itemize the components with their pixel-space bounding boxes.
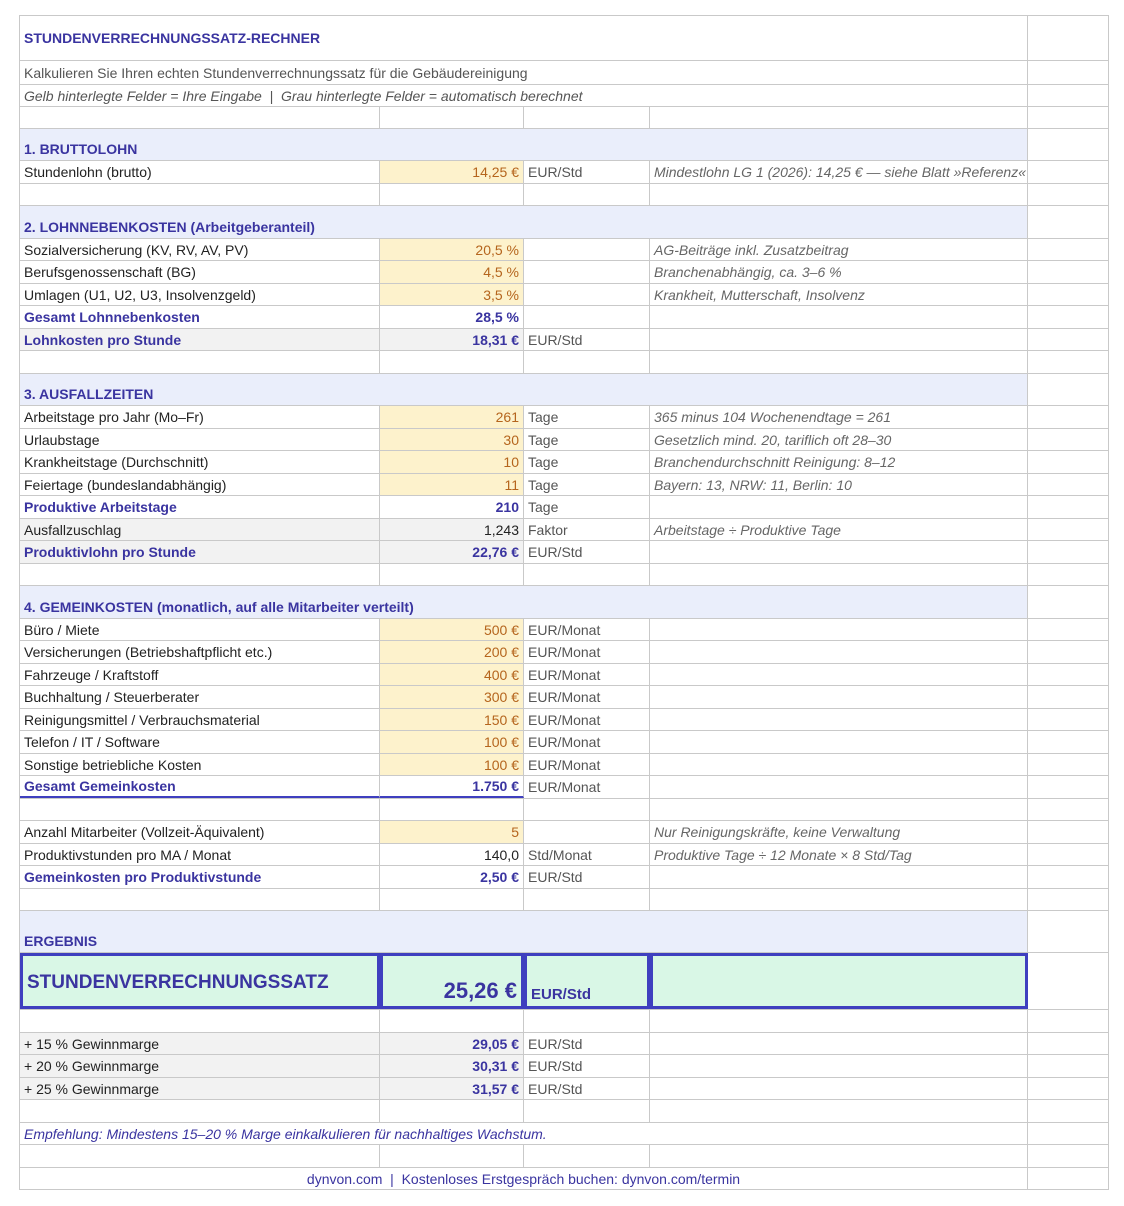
row-overhead-item xyxy=(20,754,1109,776)
row-label: Buchhaltung / Steuerberater xyxy=(20,686,380,708)
recommendation-row xyxy=(20,1123,1109,1145)
row-berufsgenossenschaft xyxy=(20,261,1109,284)
row-label: Berufsgenossenschaft (BG) xyxy=(20,261,380,283)
row-ausfallzuschlag xyxy=(20,519,1109,541)
unit-label: EUR/Std xyxy=(524,541,650,563)
unit-label: EUR/Std xyxy=(524,866,650,888)
unit-label: EUR/Monat xyxy=(524,641,650,663)
section-header-bruttolohn xyxy=(20,129,1109,161)
row-label: Versicherungen (Betriebshaftpflicht etc.) xyxy=(20,641,380,663)
unit-label: EUR/Monat xyxy=(524,686,650,708)
note: Branchendurchschnitt Reinigung: 8–12 xyxy=(650,451,1028,473)
note: Bayern: 13, NRW: 11, Berlin: 10 xyxy=(650,474,1028,495)
empty-row xyxy=(20,1145,1109,1168)
row-arbeitstage xyxy=(20,406,1109,429)
unit-label: EUR/Std xyxy=(524,1078,650,1099)
row-gemeinkosten-pro-stunde xyxy=(20,866,1109,889)
row-label: Büro / Miete xyxy=(20,619,380,640)
row-overhead-item xyxy=(20,619,1109,641)
row-overhead-item xyxy=(20,641,1109,664)
empty-row xyxy=(20,1100,1109,1123)
row-krankheitstage xyxy=(20,451,1109,474)
empty-row xyxy=(20,799,1109,821)
row-label: + 15 % Gewinnmarge xyxy=(20,1033,380,1054)
section-header-ausfallzeiten xyxy=(20,374,1109,406)
row-overhead-item xyxy=(20,709,1109,731)
result-row xyxy=(20,953,1109,1010)
section-header-gemeinkosten xyxy=(20,586,1109,619)
unit-label: Tage xyxy=(524,429,650,450)
result-label: STUNDENVERRECHNUNGSSATZ xyxy=(20,953,380,1009)
berufsgenossenschaft-input[interactable]: 4,5 % xyxy=(380,261,524,283)
row-label: Lohnkosten pro Stunde xyxy=(20,329,380,350)
unit-label: EUR/Std xyxy=(524,1033,650,1054)
note: Gesetzlich mind. 20, tariflich oft 28–30 xyxy=(650,429,1028,450)
umlagen-input[interactable]: 3,5 % xyxy=(380,284,524,305)
calculated-value: 2,50 € xyxy=(380,866,524,888)
row-label: Gemeinkosten pro Produktivstunde xyxy=(20,866,380,888)
unit-label: Tage xyxy=(524,496,650,518)
note: AG-Beiträge inkl. Zusatzbeitrag xyxy=(650,239,1028,260)
calculated-value: 1.750 € xyxy=(380,776,524,798)
note: Arbeitstage ÷ Produktive Tage xyxy=(650,519,1028,540)
note: Nur Reinigungskräfte, keine Verwaltung xyxy=(650,821,1028,843)
unit-label: EUR/Std xyxy=(524,1055,650,1077)
subtitle-row xyxy=(20,61,1109,85)
row-feiertage xyxy=(20,474,1109,496)
unit-label: Std/Monat xyxy=(524,844,650,865)
row-margin-25 xyxy=(20,1078,1109,1100)
empty-row xyxy=(20,564,1109,586)
arbeitstage-input[interactable]: 261 xyxy=(380,406,524,428)
unit-label: EUR/Std xyxy=(524,161,650,183)
unit-label: EUR/Monat xyxy=(524,619,650,640)
row-label: Ausfallzuschlag xyxy=(20,519,380,540)
row-label: Gesamt Lohnnebenkosten xyxy=(20,306,380,328)
urlaubstage-input[interactable]: 30 xyxy=(380,429,524,450)
section-title: 3. AUSFALLZEITEN xyxy=(20,374,1028,405)
unit-label: EUR/Std xyxy=(524,329,650,350)
unit-label: EUR/Monat xyxy=(524,754,650,775)
row-overhead-item xyxy=(20,664,1109,686)
result-value: 25,26 € xyxy=(380,953,524,1009)
empty-row xyxy=(20,889,1109,911)
calculated-value: 22,76 € xyxy=(380,541,524,563)
row-produktivstunden xyxy=(20,844,1109,866)
subtitle: Kalkulieren Sie Ihren echten Stundenverrechnungssatz für die Gebäudereinigung xyxy=(20,61,1028,84)
footer-row xyxy=(20,1168,1109,1190)
calculated-value: 210 xyxy=(380,496,524,518)
title-row xyxy=(20,16,1109,61)
unit-label: Faktor xyxy=(524,519,650,540)
overhead-input[interactable]: 400 € xyxy=(380,664,524,685)
recommendation-text: Empfehlung: Mindestens 15–20 % Marge einkalkulieren für nachhaltiges Wachstum. xyxy=(20,1123,1028,1144)
row-label: Umlagen (U1, U2, U3, Insolvenzgeld) xyxy=(20,284,380,305)
row-anzahl-mitarbeiter xyxy=(20,821,1109,844)
row-label: Produktive Arbeitstage xyxy=(20,496,380,518)
footer-links[interactable]: dynvon.com | Kostenloses Erstgespräch buchen: dynvon.com/termin xyxy=(20,1168,1028,1189)
row-label: Feiertage (bundeslandabhängig) xyxy=(20,474,380,495)
section-title: ERGEBNIS xyxy=(20,911,1028,952)
row-gesamt-gemeinkosten xyxy=(20,776,1109,799)
section-title: 2. LOHNNEBENKOSTEN (Arbeitgeberanteil) xyxy=(20,206,1028,238)
calculated-value: 18,31 € xyxy=(380,329,524,350)
note: Mindestlohn LG 1 (2026): 14,25 € — siehe Blatt »Referenz« xyxy=(650,161,1028,183)
section-header-ergebnis xyxy=(20,911,1109,953)
row-lohnkosten-pro-stunde xyxy=(20,329,1109,351)
calculated-value: 28,5 % xyxy=(380,306,524,328)
stundenlohn-input[interactable]: 14,25 € xyxy=(380,161,524,183)
overhead-input[interactable]: 100 € xyxy=(380,754,524,775)
row-label: Fahrzeuge / Kraftstoff xyxy=(20,664,380,685)
sozialversicherung-input[interactable]: 20,5 % xyxy=(380,239,524,260)
row-label: Telefon / IT / Software xyxy=(20,731,380,753)
row-label: Produktivlohn pro Stunde xyxy=(20,541,380,563)
empty-row xyxy=(20,351,1109,374)
overhead-input[interactable]: 300 € xyxy=(380,686,524,708)
unit-label: EUR/Monat xyxy=(524,776,650,798)
overhead-input[interactable]: 500 € xyxy=(380,619,524,640)
row-overhead-item xyxy=(20,686,1109,709)
calculated-value: 30,31 € xyxy=(380,1055,524,1077)
row-label: Sozialversicherung (KV, RV, AV, PV) xyxy=(20,239,380,260)
row-overhead-item xyxy=(20,731,1109,754)
unit-label: EUR/Monat xyxy=(524,664,650,685)
calculated-value: 31,57 € xyxy=(380,1078,524,1099)
row-stundenlohn xyxy=(20,161,1109,184)
empty-row xyxy=(20,184,1109,206)
legend-row xyxy=(20,85,1109,107)
unit-label: EUR/Monat xyxy=(524,731,650,753)
page-title: STUNDENVERRECHNUNGSSATZ-RECHNER xyxy=(20,16,1028,60)
row-margin-20 xyxy=(20,1055,1109,1078)
mitarbeiter-input[interactable]: 5 xyxy=(380,821,524,843)
row-label: Krankheitstage (Durchschnitt) xyxy=(20,451,380,473)
calculated-value: 1,243 xyxy=(380,519,524,540)
note: Krankheit, Mutterschaft, Insolvenz xyxy=(650,284,1028,305)
calculated-value: 140,0 xyxy=(380,844,524,865)
row-margin-15 xyxy=(20,1033,1109,1055)
section-header-lohnnebenkosten xyxy=(20,206,1109,239)
row-gesamt-lohnnebenkosten xyxy=(20,306,1109,329)
unit-label: Tage xyxy=(524,406,650,428)
row-label: Urlaubstage xyxy=(20,429,380,450)
row-label: + 25 % Gewinnmarge xyxy=(20,1078,380,1099)
result-unit: EUR/Std xyxy=(524,953,650,1009)
note: 365 minus 104 Wochenendtage = 261 xyxy=(650,406,1028,428)
note: Branchenabhängig, ca. 3–6 % xyxy=(650,261,1028,283)
section-title: 4. GEMEINKOSTEN (monatlich, auf alle Mitarbeiter verteilt) xyxy=(20,586,1028,618)
overhead-input[interactable]: 200 € xyxy=(380,641,524,663)
empty-row xyxy=(20,1010,1109,1033)
row-label: Stundenlohn (brutto) xyxy=(20,161,380,183)
row-label: Reinigungsmittel / Verbrauchsmaterial xyxy=(20,709,380,730)
row-label: Produktivstunden pro MA / Monat xyxy=(20,844,380,865)
krankheitstage-input[interactable]: 10 xyxy=(380,451,524,473)
overhead-input[interactable]: 100 € xyxy=(380,731,524,753)
unit-label: Tage xyxy=(524,474,650,495)
feiertage-input[interactable]: 11 xyxy=(380,474,524,495)
overhead-input[interactable]: 150 € xyxy=(380,709,524,730)
spreadsheet xyxy=(19,15,1109,1190)
row-sozialversicherung xyxy=(20,239,1109,261)
calculated-value: 29,05 € xyxy=(380,1033,524,1054)
row-label: Sonstige betriebliche Kosten xyxy=(20,754,380,775)
row-label: Anzahl Mitarbeiter (Vollzeit-Äquivalent) xyxy=(20,821,380,843)
legend: Gelb hinterlegte Felder = Ihre Eingabe | Grau hinterlegte Felder = automatisch berechnet xyxy=(20,85,1028,106)
row-produktivlohn xyxy=(20,541,1109,564)
row-label: Gesamt Gemeinkosten xyxy=(20,776,380,798)
note: Produktive Tage ÷ 12 Monate × 8 Std/Tag xyxy=(650,844,1028,865)
unit-label: EUR/Monat xyxy=(524,709,650,730)
row-umlagen xyxy=(20,284,1109,306)
row-label: + 20 % Gewinnmarge xyxy=(20,1055,380,1077)
row-label: Arbeitstage pro Jahr (Mo–Fr) xyxy=(20,406,380,428)
empty-row xyxy=(20,107,1109,129)
row-produktive-arbeitstage xyxy=(20,496,1109,519)
row-urlaubstage xyxy=(20,429,1109,451)
section-title: 1. BRUTTOLOHN xyxy=(20,129,1028,160)
unit-label: Tage xyxy=(524,451,650,473)
